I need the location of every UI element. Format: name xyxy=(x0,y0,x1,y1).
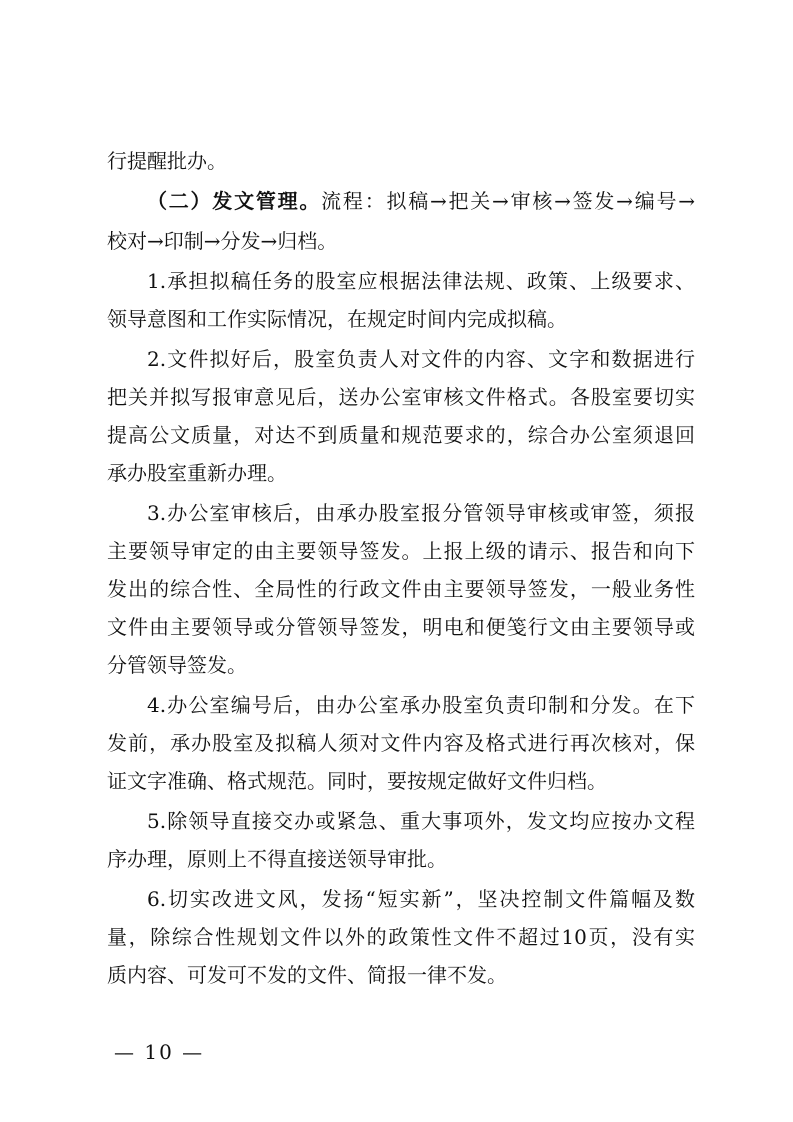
item-3-line-1: 3.办公室审核后，由承办股室报分管领导审核或审签，须报 xyxy=(147,501,695,525)
line-3: 校对→印制→分发→归档。 xyxy=(107,229,338,253)
item-4-line-3: 证文字准确、格式规范。同时，要按规定做好文件归档。 xyxy=(107,769,607,793)
item-2-line-1: 2.文件拟好后，股室负责人对文件的内容、文字和数据进行 xyxy=(147,347,695,371)
item-2-line-3: 提高公文质量，对达不到质量和规范要求的，综合办公室须退回 xyxy=(107,423,695,447)
item-6-line-3: 质内容、可发可不发的文件、简报一律不发。 xyxy=(107,963,507,987)
item-3-line-2: 主要领导审定的由主要领导签发。上报上级的请示、报告和向下 xyxy=(107,539,695,563)
item-4-line-1: 4.办公室编号后，由办公室承办股室负责印制和分发。在下 xyxy=(147,693,695,717)
section-heading-flow: 流程：拟稿→把关→审核→签发→编号→ xyxy=(321,189,695,213)
item-4-line-2: 发前，承办股室及拟稿人须对文件内容及格式进行再次核对，保 xyxy=(107,731,695,755)
item-6-line-2: 量，除综合性规划文件以外的政策性文件不超过10页，没有实 xyxy=(107,925,695,949)
page-number: — 10 — xyxy=(114,1040,205,1064)
item-3-line-3: 发出的综合性、全局性的行政文件由主要领导签发，一般业务性 xyxy=(107,577,695,601)
line-1: 行提醒批办。 xyxy=(107,149,227,173)
item-1-line-1: 1.承担拟稿任务的股室应根据法律法规、政策、上级要求、 xyxy=(147,269,695,293)
item-2-line-2: 把关并拟写报审意见后，送办公室审核文件格式。各股室要切实 xyxy=(107,385,695,409)
item-2-line-4: 承办股室重新办理。 xyxy=(107,461,287,485)
item-1-line-2: 领导意图和工作实际情况，在规定时间内完成拟稿。 xyxy=(107,307,567,331)
item-5-line-2: 序办理，原则上不得直接送领导审批。 xyxy=(107,847,447,871)
section-heading-title: （二）发文管理。 xyxy=(147,189,322,213)
item-6-line-1: 6.切实改进文风，发扬“短实新”，坚决控制文件篇幅及数 xyxy=(147,887,695,911)
item-3-line-5: 分管领导签发。 xyxy=(107,653,247,677)
item-5-line-1: 5.除领导直接交办或紧急、重大事项外，发文均应按办文程 xyxy=(147,809,695,833)
item-3-line-4: 文件由主要领导或分管领导签发，明电和便笺行文由主要领导或 xyxy=(107,615,695,639)
section-heading xyxy=(147,186,695,216)
